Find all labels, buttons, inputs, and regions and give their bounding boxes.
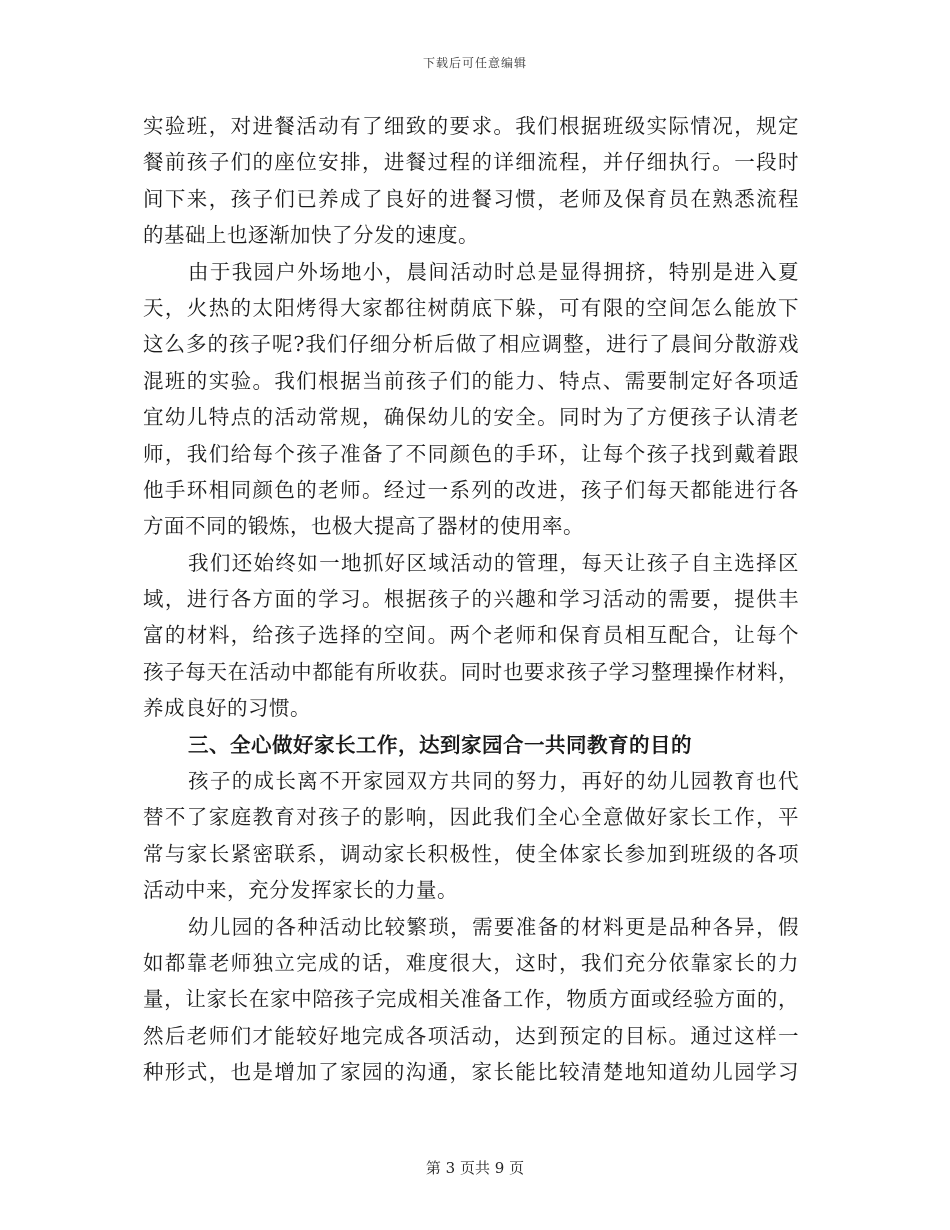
text-line: 间下来，孩子们已养成了良好的进餐习惯，老师及保育员在熟悉流程	[143, 186, 799, 211]
text-line: 我们还始终如一地抓好区域活动的管理，每天让孩子自主选择区	[188, 550, 799, 575]
text-line: 宜幼儿特点的活动常规，确保幼儿的安全。同时为了方便孩子认清老	[143, 405, 799, 430]
text-line: 域，进行各方面的学习。根据孩子的兴趣和学习活动的需要，提供丰	[143, 587, 799, 612]
text-line: 替不了家庭教育对孩子的影响，因此我们全心全意做好家长工作，平	[143, 805, 799, 830]
text-line: 天，火热的太阳烤得大家都往树荫底下躲，可有限的空间怎么能放下	[143, 295, 799, 320]
text-line: 餐前孩子们的座位安排，进餐过程的详细流程，并仔细执行。一段时	[143, 150, 799, 175]
text-line: 常与家长紧密联系，调动家长积极性，使全体家长参加到班级的各项	[143, 841, 799, 866]
text-line: 方面不同的锻炼，也极大提高了器材的使用率。	[143, 514, 584, 539]
text-line: 他手环相同颜色的老师。经过一系列的改进，孩子们每天都能进行各	[143, 477, 799, 502]
text-line: 的基础上也逐渐加快了分发的速度。	[143, 223, 479, 248]
text-line: 实验班，对进餐活动有了细致的要求。我们根据班级实际情况，规定	[143, 114, 799, 138]
text-line: 由于我园户外场地小，晨间活动时总是显得拥挤，特别是进入夏	[188, 259, 799, 284]
page-header: 下载后可任意编辑	[422, 56, 527, 70]
text-line: 量，让家长在家中陪孩子完成相关准备工作，物质方面或经验方面的，	[143, 987, 799, 1012]
text-line: 种形式，也是增加了家园的沟通，家长能比较清楚地知道幼儿园学习	[143, 1060, 799, 1085]
text-line: 混班的实验。我们根据当前孩子们的能力、特点、需要制定好各项适	[143, 368, 799, 393]
text-line: 然后老师们才能较好地完成各项活动，达到预定的目标。通过这样一	[143, 1023, 799, 1048]
text-line: 活动中来，充分发挥家长的力量。	[143, 878, 458, 903]
text-line: 这么多的孩子呢?我们仔细分析后做了相应调整，进行了晨间分散游戏	[143, 332, 799, 357]
text-line: 富的材料，给孩子选择的空间。两个老师和保育员相互配合，让每个	[143, 623, 799, 648]
text-line: 师，我们给每个孩子准备了不同颜色的手环，让每个孩子找到戴着跟	[143, 441, 799, 466]
page-number: 第 3 页共 9 页	[425, 1159, 525, 1177]
text-line: 养成良好的习惯。	[143, 696, 311, 721]
text-line: 如都靠老师独立完成的话，难度很大，这时，我们充分依靠家长的力	[143, 950, 799, 975]
text-line: 孩子的成长离不开家园双方共同的努力，再好的幼儿园教育也代	[188, 769, 799, 794]
section-heading: 三、全心做好家长工作，达到家园合一共同教育的目的	[188, 732, 692, 757]
document-body	[143, 108, 799, 1091]
text-line: 孩子每天在活动中都能有所收获。同时也要求孩子学习整理操作材料，	[143, 659, 799, 684]
text-line: 幼儿园的各种活动比较繁琐，需要准备的材料更是品种各异，假	[188, 914, 799, 939]
